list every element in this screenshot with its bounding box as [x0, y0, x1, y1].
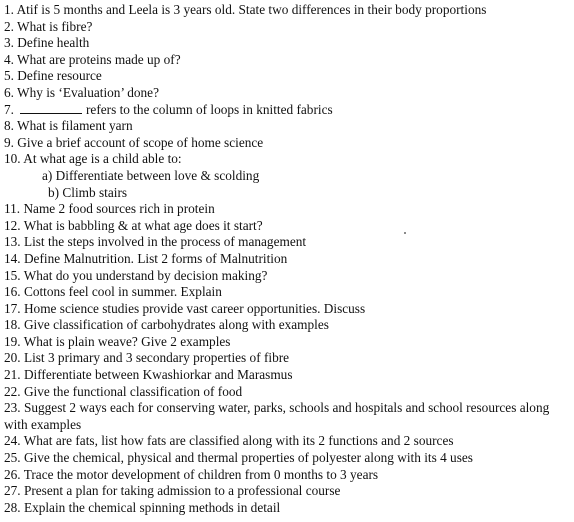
question-22: 22. Give the functional classification of food [4, 383, 243, 399]
question-15: 15. What do you understand by decision making? [4, 267, 268, 283]
question-27: 27. Present a plan for taking admission to a professional course [4, 483, 341, 499]
question-16: 16. Cottons feel cool in summer. Explain [4, 284, 222, 300]
question-7-number: 7. [4, 101, 14, 117]
question-17: 17. Home science studies provide vast career opportunities. Discuss [4, 300, 366, 316]
question-8: 8. What is filament yarn [4, 118, 133, 134]
question-12: 12. What is babbling & at what age does it start? [4, 217, 263, 233]
question-5: 5. Define resource [4, 68, 102, 84]
question-18: 18. Give classification of carbohydrates along with examples [4, 317, 329, 333]
question-28: 28. Explain the chemical spinning methods in detail [4, 499, 281, 515]
question-20: 20. List 3 primary and 3 secondary properties of fibre [4, 350, 290, 366]
question-13: 13. List the steps involved in the process of management [4, 234, 307, 250]
question-10: 10. At what age is a child able to: [4, 151, 182, 167]
question-19: 19. What is plain weave? Give 2 examples [4, 333, 231, 349]
question-1: 1. Atif is 5 months and Leela is 3 years old. State two differences in their body proportions [4, 2, 487, 17]
question-21: 21. Differentiate between Kwashiorkar and Marasmus [4, 367, 293, 383]
question-24: 24. What are fats, list how fats are classified along with its 2 functions and 2 sources [4, 433, 454, 449]
question-10-part-b: b) Climb stairs [48, 184, 128, 200]
question-25: 25. Give the chemical, physical and thermal properties of polyester along with its 4 uses [4, 450, 473, 466]
question-23: 23. Suggest 2 ways each for conserving water, parks, schools and hospitals and school resources along with examples [4, 400, 550, 432]
question-10-part-a: a) Differentiate between love & scolding [42, 167, 260, 183]
question-9: 9. Give a brief account of scope of home science [4, 134, 264, 150]
question-7 [4, 102, 572, 119]
fill-in-blank [20, 102, 82, 114]
stray-dot [404, 232, 406, 234]
question-list [4, 2, 572, 516]
question-6: 6. Why is ‘Evaluation’ done? [4, 84, 159, 100]
question-11: 11. Name 2 food sources rich in protein [4, 201, 215, 217]
question-2: 2. What is fibre? [4, 18, 93, 34]
question-7-text: refers to the column of loops in knitted fabrics [85, 101, 333, 117]
question-14: 14. Define Malnutrition. List 2 forms of Malnutrition [4, 250, 288, 266]
question-3: 3. Define health [4, 35, 90, 51]
question-4: 4. What are proteins made up of? [4, 51, 181, 67]
question-26: 26. Trace the motor development of children from 0 months to 3 years [4, 466, 379, 482]
